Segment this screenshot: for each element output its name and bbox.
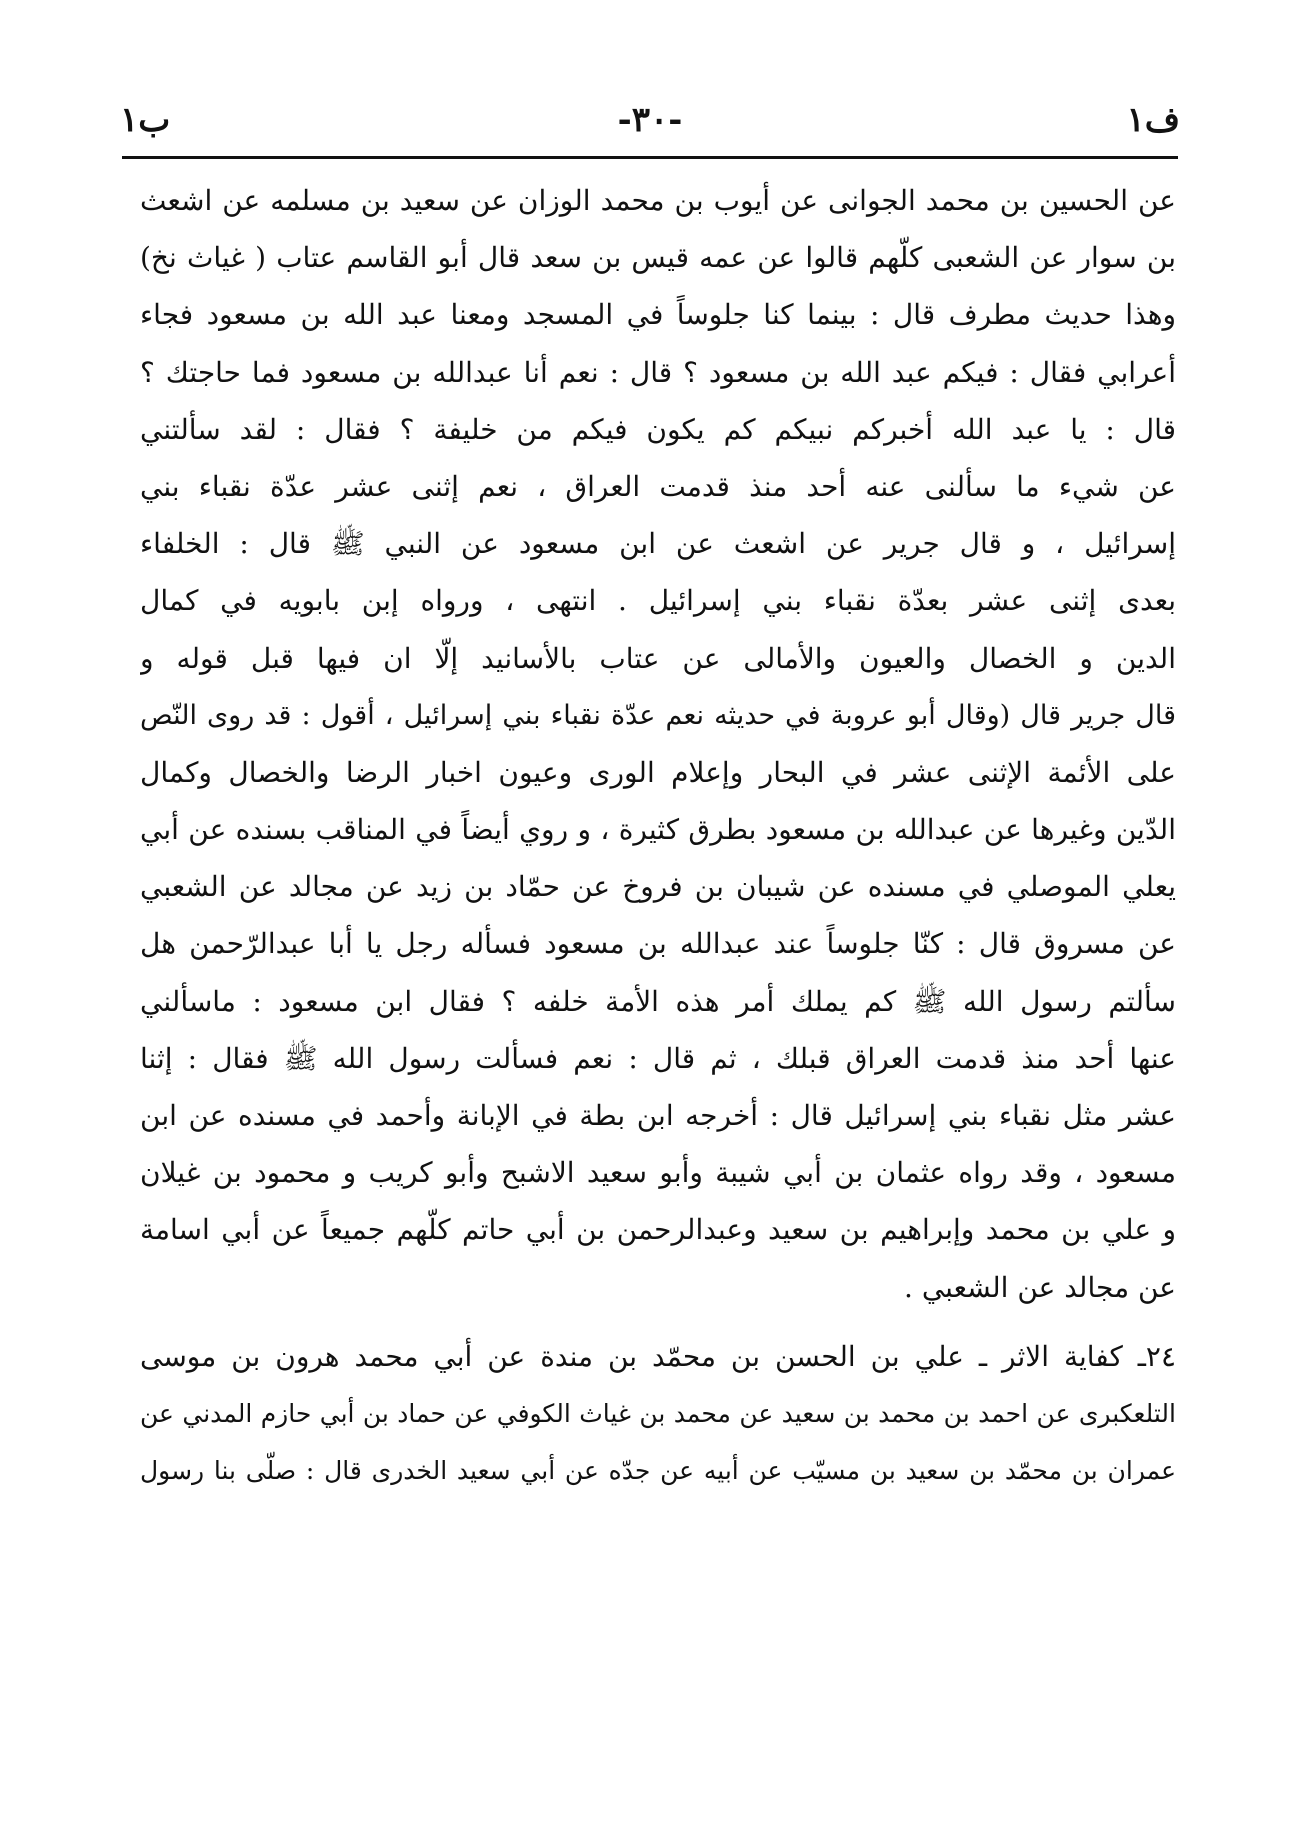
text-line: و علي بن محمد وإبراهيم بن سعيد وعبدالرحمن بن أبي حاتم كلّهم جميعاً عن أبي اسامة [140, 1213, 1176, 1247]
text-line: التلعكبرى عن احمد بن محمد بن سعيد عن محمد بن غياث الكوفي عن حماد بن أبي حازم المدني عن [140, 1398, 1176, 1428]
text-line: عشر مثل نقباء بني إسرائيل قال : أخرجه ابن بطة في الإبانة وأحمد في مسنده عن ابن [140, 1099, 1176, 1132]
text-line: الدين و الخصال والعيون والأمالى عن عتاب بالأسانيد إلّا ان فيها قبل قوله و [140, 641, 1176, 675]
page-header [120, 100, 1180, 152]
text-line: وهذا حديث مطرف قال : بينما كنا جلوساً في المسجد ومعنا عبد الله بن مسعود فجاء [140, 298, 1176, 332]
body-text [140, 172, 1176, 1499]
text-line: بن سوار عن الشعبى كلّهم قالوا عن عمه قيس بن سعد قال أبو القاسم عتاب ( غياث نخ) [140, 241, 1176, 275]
folio-label-left: ب١ [120, 100, 171, 140]
text-line: عمران بن محمّد بن سعيد بن مسيّب عن أبيه عن جدّه عن أبي سعيد الخدرى قال : صلّى بنا رسول [140, 1456, 1176, 1486]
paragraph-2 [140, 1328, 1176, 1500]
text-line: مسعود ، وقد رواه عثمان بن أبي شيبة وأبو سعيد الاشبح وأبو كريب و محمود بن غيلان [140, 1156, 1176, 1190]
text-line: إسرائيل ، و قال جرير عن اشعث عن ابن مسعود عن النبي ﷺ قال : الخلفاء [140, 527, 1176, 561]
page-number: -٣٠- [617, 100, 683, 140]
text-line: الدّين وغيرها عن عبدالله بن مسعود بطرق كثيرة ، و روي أيضاً في المناقب بسنده عن أبي [140, 813, 1176, 847]
text-line: عن شيء ما سألنى عنه أحد منذ قدمت العراق ، نعم إثنى عشر عدّة نقباء بني [140, 469, 1176, 503]
text-line: قال جرير قال (وقال أبو عروبة في حديثه نعم عدّة نقباء بني إسرائيل ، أقول : قد روى النّص [140, 699, 1176, 731]
text-line: أعرابي فقال : فيكم عبد الله بن مسعود ؟ قال : نعم أنا عبدالله بن مسعود فما حاجتك ؟ [140, 355, 1176, 389]
text-line: عن الحسين بن محمد الجوانى عن أيوب بن محمد الوزان عن سعيد بن مسلمه عن اشعث [140, 184, 1176, 217]
text-line: بعدى إثنى عشر بعدّة نقباء بني إسرائيل . انتهى ، ورواه إبن بابويه في كمال [140, 584, 1176, 618]
paragraph-1 [140, 172, 1176, 1316]
header-rule [122, 156, 1178, 159]
text-line: يعلي الموصلي في مسنده عن شيبان بن فروخ عن حمّاد بن زيد عن مجالد عن الشعبي [140, 870, 1176, 904]
folio-label-right: ف١ [1126, 100, 1180, 140]
text-line: على الأئمة الإثنى عشر في البحار وإعلام الورى وعيون اخبار الرضا والخصال وكمال [140, 755, 1176, 789]
text-line: عن مسروق قال : كنّا جلوساً عند عبدالله بن مسعود فسأله رجل يا أبا عبدالرّحمن هل [140, 927, 1176, 961]
text-line: ٢٤ـ كفاية الاثر ـ علي بن الحسن بن محمّد بن مندة عن أبي محمد هرون بن موسى [140, 1339, 1176, 1373]
text-line: سألتم رسول الله ﷺ كم يملك أمر هذه الأمة خلفه ؟ فقال ابن مسعود : ماسألني [140, 984, 1176, 1018]
paragraph-gap [140, 1316, 1176, 1328]
text-line: عنها أحد منذ قدمت العراق قبلك ، ثم قال : نعم فسألت رسول الله ﷺ فقال : إثنا [140, 1041, 1176, 1075]
text-line: عن مجالد عن الشعبي . [904, 1270, 1176, 1304]
text-line: قال : يا عبد الله أخبركم نبيكم كم يكون فيكم من خليفة ؟ فقال : لقد سألتني [140, 412, 1176, 446]
